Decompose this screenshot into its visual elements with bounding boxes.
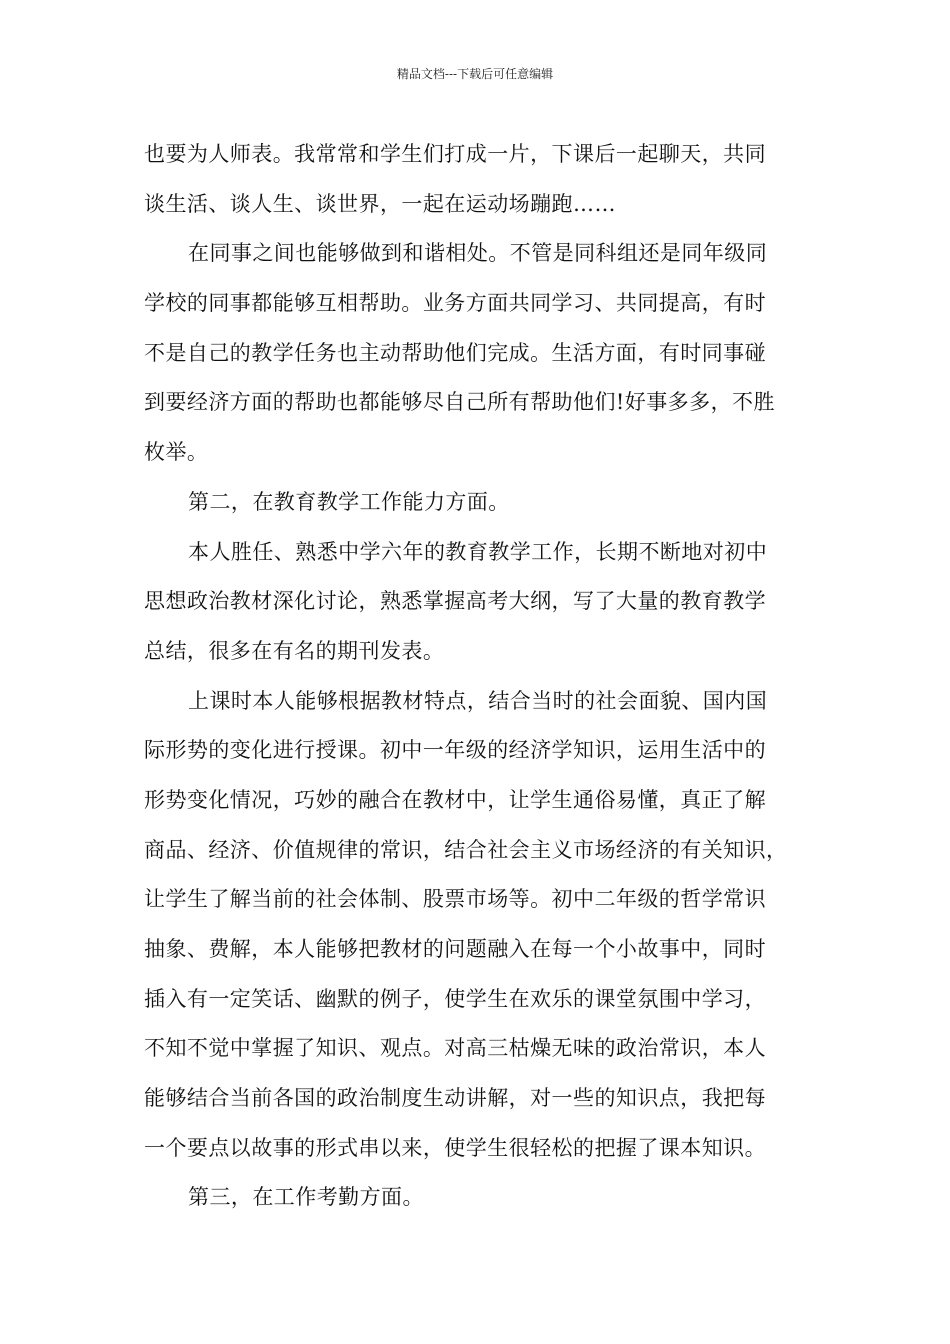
paragraph-start-line: 上课时本人能够根据教材特点，结合当时的社会面貌、国内国 xyxy=(188,688,768,713)
text-line: 不知不觉中掌握了知识、观点。对高三枯燥无味的政治常识，本人 xyxy=(144,1036,767,1061)
text-line: 形势变化情况，巧妙的融合在教材中，让学生通俗易懂，真正了解 xyxy=(144,787,767,812)
text-line: 到要经济方面的帮助也都能够尽自己所有帮助他们!好事多多，不胜 xyxy=(144,390,775,415)
text-line: 总结，很多在有名的期刊发表。 xyxy=(144,638,445,663)
text-line: 让学生了解当前的社会体制、股票市场等。初中二年级的哲学常识 xyxy=(144,887,767,912)
section-heading-line: 第三，在工作考勤方面。 xyxy=(188,1185,424,1210)
page-header: 精品文档---下载后可任意编辑 xyxy=(396,67,554,81)
paragraph-start-line: 本人胜任、熟悉中学六年的教育教学工作，长期不断地对初中 xyxy=(188,539,768,564)
text-line: 思想政治教材深化讨论，熟悉掌握高考大纲，写了大量的教育教学 xyxy=(144,589,767,614)
text-line: 插入有一定笑话、幽默的例子，使学生在欢乐的课堂氛围中学习， xyxy=(144,986,767,1011)
text-line: 也要为人师表。我常常和学生们打成一片，下课后一起聊天，共同 xyxy=(144,142,767,166)
text-line: 能够结合当前各国的政治制度生动讲解，对一些的知识点，我把每 xyxy=(144,1086,767,1111)
text-line: 不是自己的教学任务也主动帮助他们完成。生活方面，有时同事碰 xyxy=(144,340,767,365)
text-line: 枚举。 xyxy=(144,440,209,465)
section-heading-line: 第二，在教育教学工作能力方面。 xyxy=(188,489,510,514)
paragraph-start-line: 在同事之间也能够做到和谐相处。不管是同科组还是同年级同 xyxy=(188,241,768,266)
text-line: 学校的同事都能够互相帮助。业务方面共同学习、共同提高，有时 xyxy=(144,291,767,316)
body-text xyxy=(144,130,824,1223)
text-line: 谈生活、谈人生、谈世界，一起在运动场蹦跑…… xyxy=(144,191,616,216)
text-line: 抽象、费解，本人能够把教材的问题融入在每一个小故事中，同时 xyxy=(144,937,767,961)
text-line: 商品、经济、价值规律的常识，结合社会主义市场经济的有关知识， xyxy=(144,837,788,862)
text-line: 际形势的变化进行授课。初中一年级的经济学知识，运用生活中的 xyxy=(144,738,767,763)
text-line: 一个要点以故事的形式串以来，使学生很轻松的把握了课本知识。 xyxy=(144,1135,767,1160)
